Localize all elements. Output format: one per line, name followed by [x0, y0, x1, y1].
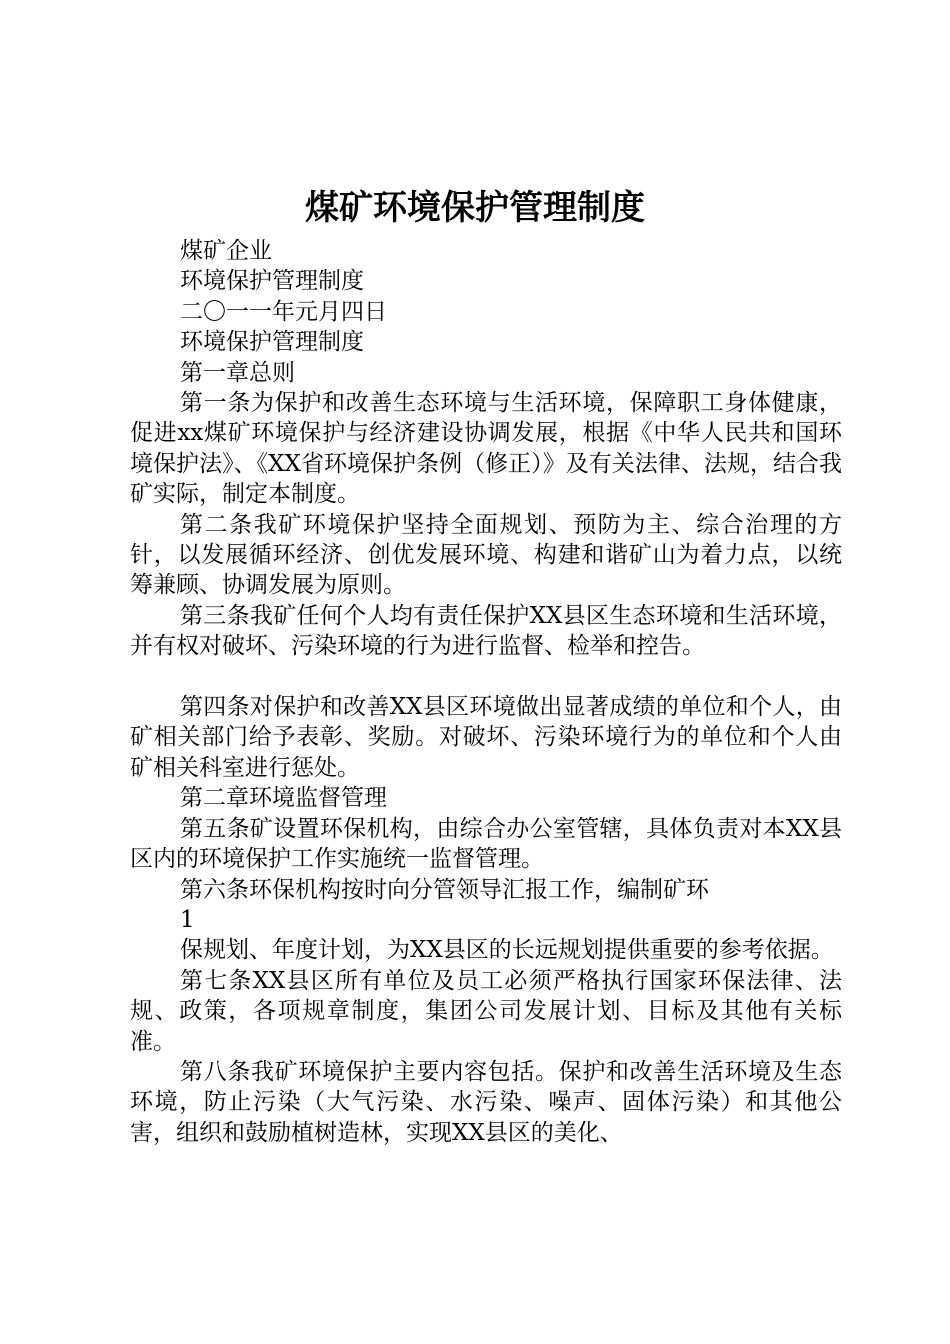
chapter-heading: 第二章环境监督管理 [180, 785, 387, 812]
paragraph: 第三条我矿任何个人均有责任保护XX县区生态环境和生活环境，并有权对破坏、污染环境的行为进行监督、检举和控告。 [130, 602, 842, 660]
blank-line [130, 662, 842, 692]
document-title: 煤矿环境保护管理制度 [305, 188, 645, 228]
paragraph: 第一条为保护和改善生态环境与生活环境，保障职工身体健康，促进xx煤矿环境保护与经济建设协调发展，根据《中华人民共和国环境保护法》、《XX省环境保护条例（修正）》及有关法律、法规，结合我矿实际，制定本制度。 [130, 390, 842, 508]
paragraph: 第五条矿设置环保机构，由综合办公室管辖，具体负责对本XX县区内的环境保护工作实施统一监督管理。 [130, 815, 842, 873]
page-number: 1 [180, 906, 195, 933]
paragraph: 第八条我矿环境保护主要内容包括。保护和改善生活环境及生态环境，防止污染（大气污染、水污染、噪声、固体污染）和其他公害，组织和鼓励植树造林，实现XX县区的美化、 [130, 1058, 842, 1146]
paragraph: 第四条对保护和改善XX县区环境做出显著成绩的单位和个人，由矿相关部门给予表彰、奖励。对破坏、污染环境行为的单位和个人由矿相关科室进行惩处。 [130, 694, 842, 781]
chapter-heading: 第一章总则 [180, 359, 295, 386]
paragraph: 二〇一一年元月四日 [180, 298, 387, 325]
paragraph: 第七条XX县区所有单位及员工必须严格执行国家环保法律、法规、政策，各项规章制度，集团公司发展计划、目标及其他有关标准。 [130, 967, 842, 1055]
paragraph: 第二条我矿环境保护坚持全面规划、预防为主、综合治理的方针，以发展循环经济、创优发展环境、构建和谐矿山为着力点，以统筹兼顾、协调发展为原则。 [130, 511, 842, 599]
paragraph: 煤矿企业 [180, 238, 272, 264]
paragraph: 保规划、年度计划，为XX县区的长远规划提供重要的参考依据。 [180, 937, 834, 964]
paragraph: 环境保护管理制度 [180, 268, 364, 295]
paragraph: 第六条环保机构按时向分管领导汇报工作，编制矿环 [180, 876, 709, 903]
paragraph: 环境保护管理制度 [180, 329, 364, 356]
document-body [130, 236, 842, 1148]
